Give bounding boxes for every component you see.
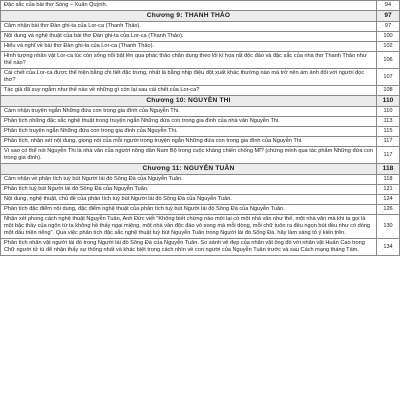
page-number: 108	[377, 86, 400, 96]
toc-entry-row	[1, 69, 400, 86]
toc-entry-row	[1, 1, 400, 11]
toc-entry-row	[1, 185, 400, 195]
entry-title: Cảm nhận bài thơ Đàn ghi-ta của Lor-ca (Thanh Thảo).	[1, 22, 377, 32]
entry-title: Phân tích tuỳ bút Người lái đò Sông Đà của Nguyễn Tuân.	[1, 185, 377, 195]
page-number: 117	[377, 147, 400, 164]
page-number: 107	[377, 69, 400, 86]
toc-entry-row	[1, 175, 400, 185]
page-number: 118	[377, 175, 400, 185]
entry-title: Phân tích đặc điểm nội dung, đặc điểm nghệ thuật của phân tích tuỳ bút Người lái đò Sông Đà của Nguyễn Tuân.	[1, 205, 377, 215]
entry-title: Cái chết của Lor-ca được thể hiện bằng chi tiết đặc trưng, nhất là bằng nhịp điệu đột xuất khác thường nào mà trở nên ám ảnh đối với người đọc thơ?	[1, 69, 377, 86]
entry-title: Nội dung, nghệ thuật, chủ đề của phân tích tuỳ bút Người lái đò Sông Đà của Nguyễn Tuân.	[1, 195, 377, 205]
chapter-title: Chương 10: NGUYỄN THI	[1, 96, 377, 107]
chapter-title: Chương 11: NGUYỄN TUÂN	[1, 164, 377, 175]
entry-title: Đặc sắc của bài thơ Sóng – Xuân Quỳnh.	[1, 1, 377, 11]
page-number: 102	[377, 42, 400, 52]
page-number: 106	[377, 52, 400, 69]
toc-entry-row	[1, 117, 400, 127]
toc-entry-row	[1, 215, 400, 239]
chapter-heading-row	[1, 96, 400, 107]
page-number: 97	[377, 11, 400, 22]
entry-title: Phân tích, nhận xét nội dung, giọng nói của mỗi người trong truyện ngắn Những đứa con trong gia đình của Nguyễn Thi.	[1, 137, 377, 147]
page-number: 124	[377, 195, 400, 205]
toc-entry-row	[1, 22, 400, 32]
entry-title: Hình tượng nhân vật Lor-ca lúc còn sống nổi bật lên qua phác thảo chân dung theo lối kí họa rất độc đáo và đặc sắc của nhà thơ Thanh Thảo như thế nào?	[1, 52, 377, 69]
entry-title: Nội dung và nghệ thuật của bài thơ Đàn ghi-ta của Lor-ca (Thanh Thảo).	[1, 32, 377, 42]
toc-entry-row	[1, 32, 400, 42]
chapter-heading-row	[1, 164, 400, 175]
toc-entry-row	[1, 205, 400, 215]
page-number: 110	[377, 96, 400, 107]
toc-entry-row	[1, 86, 400, 96]
page-number: 100	[377, 32, 400, 42]
page-number: 117	[377, 137, 400, 147]
toc-entry-row	[1, 239, 400, 256]
page-number: 130	[377, 215, 400, 239]
toc-entry-row	[1, 107, 400, 117]
entry-title: Cảm nhận truyện ngắn Những đứa con trong gia đình của Nguyễn Thi.	[1, 107, 377, 117]
chapter-title: Chương 9: THANH THẢO	[1, 11, 377, 22]
page-number: 134	[377, 239, 400, 256]
toc-entry-row	[1, 137, 400, 147]
page-number: 110	[377, 107, 400, 117]
toc-body	[1, 1, 400, 256]
toc-entry-row	[1, 127, 400, 137]
entry-title: Phân tích nhân vật người lái đò trong Người lái đò Sông Đà của Nguyễn Tuân. So sánh vẻ đẹp của nhân vật ông đò với nhân vật Huấn Cao trong Chữ người tử tù để nhận thấy sự thống nhất và khác biệt trong cách nhìn về con người của Nguyễn Tuân trước và sau Cách mạng tháng Tám.	[1, 239, 377, 256]
page-number: 118	[377, 164, 400, 175]
entry-title: Vì sao có thể nói Nguyễn Thi là nhà văn của người nông dân Nam Bộ trong cuộc kháng chiến chống Mĩ? (chứng minh qua tác phẩm Những đứa con trong gia đình).	[1, 147, 377, 164]
page-number: 121	[377, 185, 400, 195]
toc-entry-row	[1, 195, 400, 205]
toc-entry-row	[1, 42, 400, 52]
entry-title: Phân tích truyện ngắn Những đứa con trong gia đình của Nguyễn Thi.	[1, 127, 377, 137]
entry-title: Hiểu và nghĩ về bài thơ Đàn ghi-ta của Lor-ca (Thanh Thảo).	[1, 42, 377, 52]
entry-title: Tác giả đã suy ngẫm như thế nào về những gì còn lại sau cái chết của Lor-ca?	[1, 86, 377, 96]
page-number: 113	[377, 117, 400, 127]
page-number: 97	[377, 22, 400, 32]
page-number: 115	[377, 127, 400, 137]
toc-entry-row	[1, 147, 400, 164]
chapter-heading-row	[1, 11, 400, 22]
entry-title: Phân tích những đặc sắc nghệ thuật trong truyện ngắn Những đứa con trong gia đình của nhà văn Nguyễn Thi.	[1, 117, 377, 127]
toc-entry-row	[1, 52, 400, 69]
entry-title: Nhận xét phong cách nghệ thuật Nguyễn Tuân, Anh Đức viết "Không biết chừng nào mới lại có một nhà văn như thế, một nhà văn mà khi ta gọi là một bậc thầy của ngôn từ ta không hề thấy ngại miệng, một nhà văn độc đáo vô song mà mỗi dòng, mỗi chữ tuôn ra đều ngọn bút đều như có dòng một dấu triện riêng". Qua việc phân tích đặc sắc nghệ thuật tuỳ bút Nguyễn Tuân trong Người lái đò Sông Đà, hãy làm sáng tỏ ý kiến trên.	[1, 215, 377, 239]
page-number: 94	[377, 1, 400, 11]
page-number: 126	[377, 205, 400, 215]
entry-title: Cảm nhận về phân tích tuỳ bút Người lái đò Sông Đà của Nguyễn Tuân.	[1, 175, 377, 185]
